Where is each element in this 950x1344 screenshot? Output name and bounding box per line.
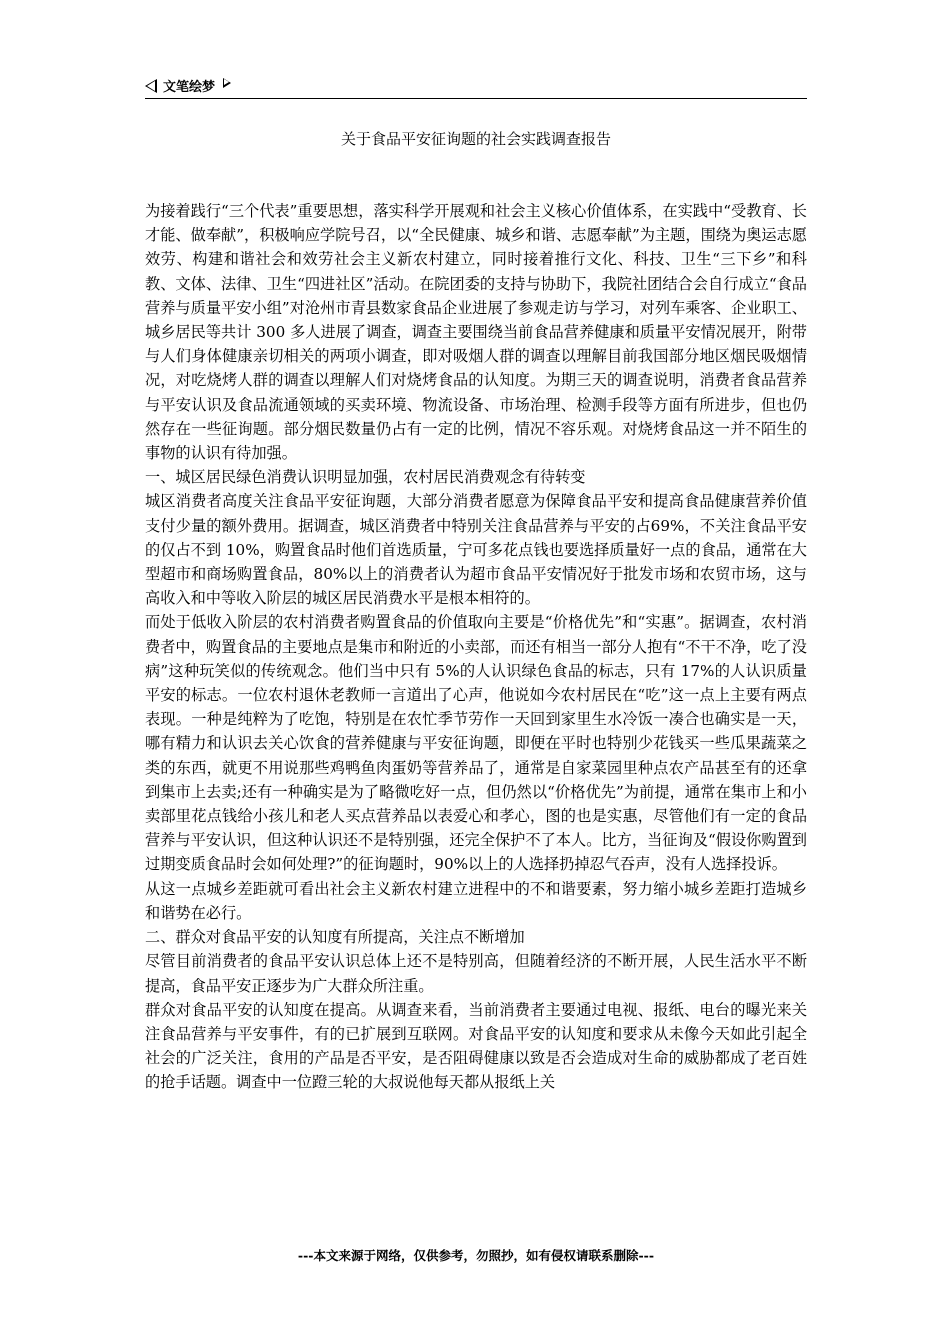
triangle-right-icon bbox=[223, 78, 231, 88]
paragraph: 为接着践行“三个代表”重要思想，落实科学开展观和社会主义核心价值体系，在实践中“受教育、长才能、做奉献”，积极响应学院号召，以“全民健康、城乡和谐、志愿奉献”为主题，围绕为奥运志愿效劳、构建和谐社会和效劳社会主义新农村建立，同时接着推行文化、科技、卫生“三下乡”和科教、文体、法律、卫生“四进社区”活动。在院团委的支持与协助下，我院社团结合会自行成立“食品营养与质量平安小组”对沧州市青县数家食品企业进展了参观走访与学习，对列车乘客、企业职工、城乡居民等共计 300 多人进展了调查，调查主要围绕当前食品营养健康和质量平安情况展开，附带与人们身体健康亲切相关的两项小调查，即对吸烟人群的调查以理解目前我国部分地区烟民吸烟情况，对吃烧烤人群的调查以理解人们对烧烤食品的认知度。为期三天的调查说明，消费者食品营养与平安认识及食品流通领域的买卖环境、物流设备、市场治理、检测手段等方面有所进步，但也仍然存在一些征询题。部分烟民数量仍占有一定的比例，情况不容乐观。对烧烤食品这一并不陌生的事物的认识有待加强。 bbox=[145, 202, 807, 463]
brand-name: 文笔绘梦 bbox=[163, 80, 216, 95]
section-heading: 二、群众对食品平安的认知度有所提高，关注点不断增加 bbox=[145, 928, 525, 947]
triangle-left-icon bbox=[145, 79, 157, 93]
paragraph: 群众对食品平安的认知度在提高。从调查来看，当前消费者主要通过电视、报纸、电台的曝光来关注食品营养与平安事件，有的已扩展到互联网。对食品平安的认知度和要求从未像今天如此引起全社会的广泛关注，食用的产品是否平安，是否阻碍健康以致是否会造成对生命的威胁都成了老百姓的抢手话题。调查中一位蹬三轮的大叔说他每天都从报纸上关 bbox=[145, 1000, 807, 1092]
page-header bbox=[145, 74, 807, 99]
paragraph: 城区消费者高度关注食品平安征询题，大部分消费者愿意为保障食品平安和提高食品健康营养价值支付少量的额外费用。据调查，城区消费者中特别关注食品营养与平安的占69%，不关注食品平安的仅占不到 10%，购置食品时他们首选质量，宁可多花点钱也要选择质量好一点的食品，通常在大型超市和商场购置食品，80%以上的消费者认为超市食品平安情况好于批发市场和农贸市场，这与高收入和中等收入阶层的城区居民消费水平是根本相符的。 bbox=[145, 492, 807, 608]
document-body bbox=[145, 199, 807, 1095]
paragraph: 尽管目前消费者的食品平安认识总体上还不是特别高，但随着经济的不断开展，人民生活水平不断提高，食品平安正逐步为广大群众所注重。 bbox=[145, 952, 807, 995]
footer-notice: ---本文来源于网络，仅供参考，勿照抄，如有侵权请联系删除--- bbox=[297, 1248, 655, 1263]
paragraph: 而处于低收入阶层的农村消费者购置食品的价值取向主要是“价格优先”和“实惠”。据调查，农村消费者中，购置食品的主要地点是集市和附近的小卖部，而还有相当一部分人抱有“不干不净，吃了没病”这种玩笑似的传统观念。他们当中只有 5%的人认识绿色食品的标志，只有 17%的人认识质量平安的标志。一位农村退休老教师一言道出了心声，他说如今农村居民在“吃”这一点上主要有两点表现。一种是纯粹为了吃饱，特别是在农忙季节劳作一天回到家里生水冷饭一凑合也确实是一天，哪有精力和认识去关心饮食的营养健康与平安征询题，即便在平时也特别少花钱买一些瓜果蔬菜之类的东西，就更不用说那些鸡鸭鱼肉蛋奶等营养品了，通常是自家菜园里种点农产品甚至有的还拿到集市上去卖;还有一种确实是为了略微吃好一点，但仍然以“价格优先”为前提，通常在集市上和小卖部里花点钱给小孩儿和老人买点营养品以表爱心和孝心，图的也是实惠，尽管他们有一定的食品营养与平安认识，但这种认识还不是特别强，还完全保护不了本人。比方，当征询及“假设你购置到过期变质食品时会如何处理?”的征询题时，90%以上的人选择扔掉忍气吞声，没有人选择投诉。 bbox=[145, 613, 807, 874]
brand-logo bbox=[145, 76, 231, 95]
paragraph: 从这一点城乡差距就可看出社会主义新农村建立进程中的不和谐要素，努力缩小城乡差距打造城乡和谐势在必行。 bbox=[145, 879, 807, 922]
section-heading: 一、城区居民绿色消费认识明显加强，农村居民消费观念有待转变 bbox=[145, 468, 586, 487]
document-title: 关于食品平安征询题的社会实践调查报告 bbox=[340, 130, 611, 148]
